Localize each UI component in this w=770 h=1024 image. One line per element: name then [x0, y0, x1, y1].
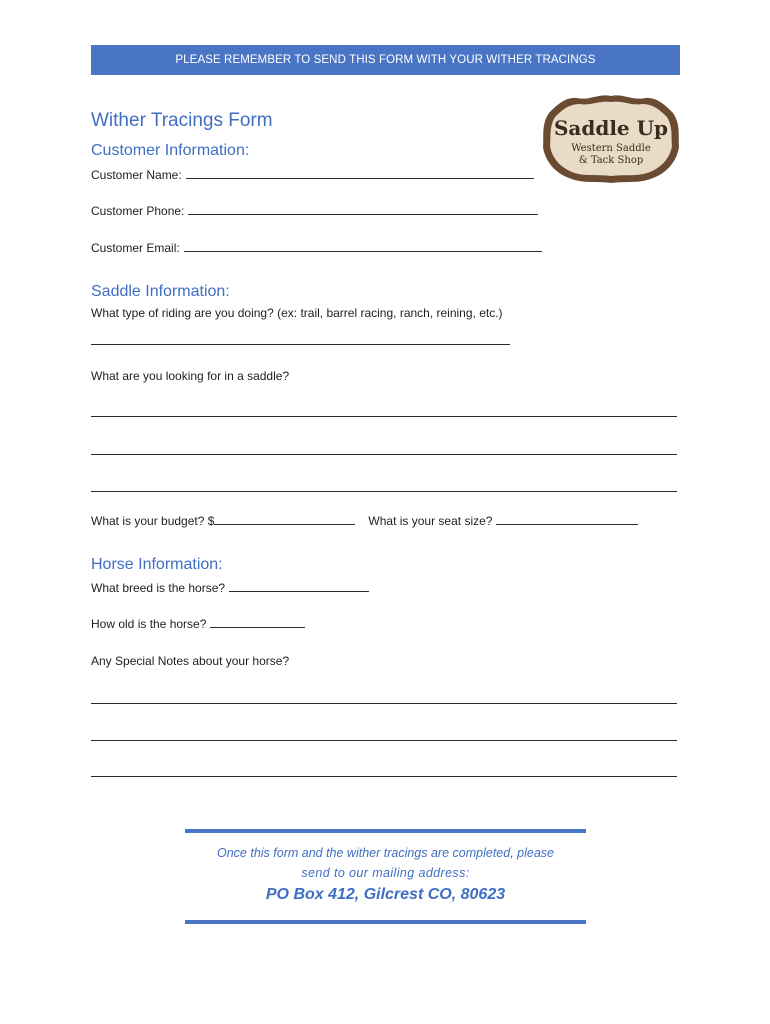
horse-notes-answer-line-1[interactable]	[91, 703, 677, 704]
closing-instruction-line-2: send to our mailing address:	[301, 866, 470, 880]
horse-breed-label: What breed is the horse?	[91, 581, 226, 595]
saddle-wants-answer-line-3[interactable]	[91, 491, 677, 492]
customer-info-heading: Customer Information:	[91, 142, 250, 159]
horse-notes-answer-line-2[interactable]	[91, 740, 677, 741]
seat-size-field[interactable]	[496, 514, 638, 525]
horse-breed-field[interactable]	[229, 581, 369, 592]
saddle-wants-answer-line-2[interactable]	[91, 454, 677, 455]
form-title: Wither Tracings Form	[91, 110, 273, 131]
budget-seat-row	[91, 514, 638, 528]
reminder-banner: PLEASE REMEMBER TO SEND THIS FORM WITH YOUR WITHER TRACINGS	[91, 45, 680, 75]
budget-field[interactable]	[214, 514, 355, 525]
riding-type-answer-line[interactable]	[91, 344, 510, 345]
customer-name-row	[91, 168, 534, 182]
customer-email-field[interactable]	[184, 241, 542, 252]
saddle-info-heading: Saddle Information:	[91, 283, 230, 300]
customer-email-row	[91, 241, 542, 255]
logo-line-2: Western Saddle	[571, 143, 651, 154]
horse-notes-question: Any Special Notes about your horse?	[91, 654, 290, 668]
horse-age-field[interactable]	[210, 617, 305, 628]
horse-info-heading: Horse Information:	[91, 556, 223, 573]
customer-email-label: Customer Email:	[91, 241, 180, 255]
customer-phone-label: Customer Phone:	[91, 204, 185, 218]
saddle-up-logo	[541, 93, 681, 185]
customer-phone-field[interactable]	[188, 204, 538, 215]
customer-name-label: Customer Name:	[91, 168, 182, 182]
mailing-address: PO Box 412, Gilcrest CO, 80623	[265, 886, 506, 903]
saddle-wants-question: What are you looking for in a saddle?	[91, 369, 290, 383]
closing-top-rule	[185, 829, 586, 833]
logo-line-1: Saddle Up	[553, 116, 669, 140]
horse-breed-row	[91, 581, 369, 595]
seat-size-label: What is your seat size?	[368, 514, 493, 528]
customer-phone-row	[91, 204, 538, 218]
closing-bottom-rule	[185, 920, 586, 924]
horse-notes-answer-line-3[interactable]	[91, 776, 677, 777]
closing-instruction-line-1: Once this form and the wither tracings are completed, please	[217, 846, 554, 860]
budget-label: What is your budget? $	[91, 514, 215, 528]
logo-line-3: & Tack Shop	[578, 155, 644, 166]
horse-age-label: How old is the horse?	[91, 617, 207, 631]
horse-age-row	[91, 617, 305, 631]
saddle-wants-answer-line-1[interactable]	[91, 416, 677, 417]
customer-name-field[interactable]	[186, 168, 534, 179]
riding-type-question: What type of riding are you doing? (ex: trail, barrel racing, ranch, reining, etc.)	[91, 306, 503, 320]
